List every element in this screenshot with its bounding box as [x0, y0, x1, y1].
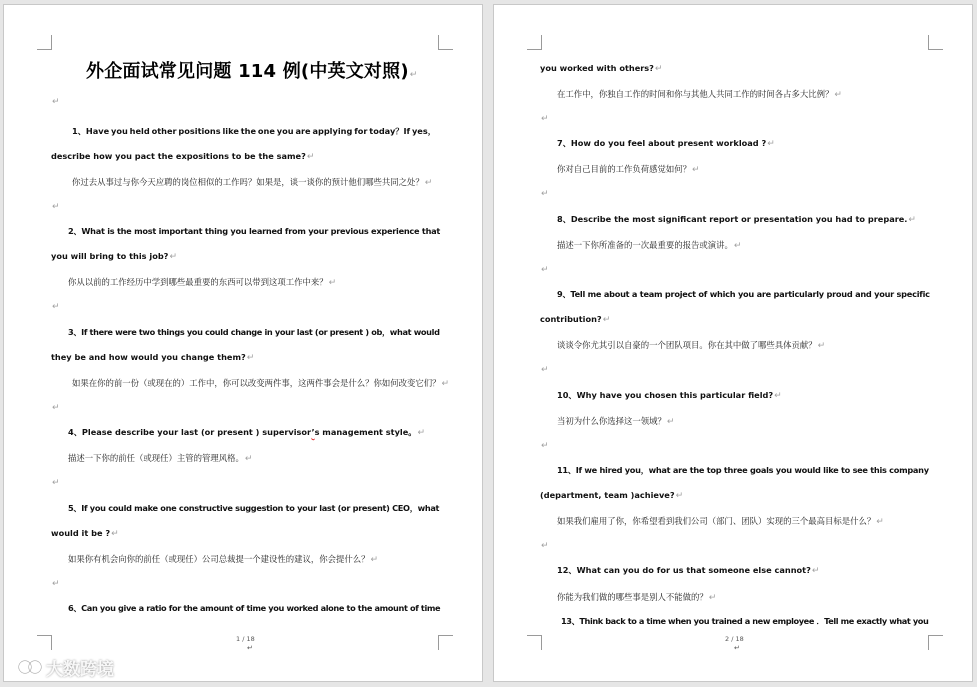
- question-6-line-2: you worked with others?↵: [540, 63, 663, 74]
- crop-mark-bottom-right: [438, 635, 453, 650]
- question-10: 10、Why have you chosen this particular field?↵: [557, 390, 782, 401]
- question-12-translation: 你能为我们做的哪些事是别人不能做的？↵: [557, 592, 717, 603]
- word: today？If: [369, 126, 411, 136]
- crop-mark-top-right: [928, 35, 943, 50]
- word: one: [257, 126, 275, 136]
- question-4-translation: 描述一下你的前任（或现任）主管的管理风格。↵: [68, 453, 253, 464]
- word: you: [276, 126, 294, 136]
- document-title: 外企面试常见问题 114 例(中英文对照)↵: [86, 61, 418, 82]
- question-7-translation: 你对自己目前的工作负荷感觉如何？↵: [557, 164, 700, 175]
- crop-mark-top-left: [37, 35, 52, 50]
- document-page-1: [4, 5, 482, 681]
- question-8: 8、Describe the most significant report or presentation you had to prepare.↵: [557, 214, 916, 225]
- word: for: [354, 126, 368, 136]
- question-5-line-1: 5、If you could make one constructive suggestion to your last (or present) CEO，what: [68, 503, 440, 513]
- empty-paragraph: ↵: [52, 403, 60, 413]
- word: are: [295, 126, 311, 136]
- word: you: [111, 126, 128, 136]
- question-10-translation: 当初为什么你选择这一领域？↵: [557, 416, 675, 427]
- footer-paragraph-mark: ↵: [247, 644, 253, 652]
- question-3-line-2: they be and how would you change them?↵: [51, 352, 255, 363]
- empty-paragraph: ↵: [541, 441, 549, 451]
- question-3-line-1: 3、If there were two things you could change in your last (or present ) ob，what would: [68, 327, 440, 337]
- word: held: [129, 126, 150, 136]
- question-2-translation: 你从以前的工作经历中学到哪些最重要的东西可以带到这项工作中来？↵: [68, 277, 337, 288]
- question-1-translation: 你过去从事过与你今天应聘的岗位相似的工作吗？如果是，谈一谈你的预计他们哪些共同之处？↵: [72, 177, 433, 188]
- page-number-footer: 2 / 18: [725, 635, 744, 643]
- question-2-line-1: 2、What is the most important thing you learned from your previous experience that: [68, 226, 441, 236]
- empty-paragraph: ↵: [541, 265, 549, 275]
- empty-paragraph: ↵: [52, 478, 60, 488]
- question-11-line-2: (department, team )achieve?↵: [540, 490, 684, 501]
- word: other: [151, 126, 177, 136]
- question-11-line-1: 11、If we hired you，what are the top three goals you would like to see this company: [557, 465, 929, 475]
- question-4: 4、Please describe your last (or present ) supervisor’s management style。↵: [68, 427, 426, 438]
- question-12: 12、What can you do for us that someone else cannot?↵: [557, 565, 820, 576]
- empty-paragraph: ↵: [541, 365, 549, 375]
- word: yes，: [411, 126, 436, 136]
- question-3-translation: 如果在你的前一份（或现在的）工作中，你可以改变两件事，这两件事会是什么？你如何改变它们？↵: [72, 378, 450, 389]
- empty-paragraph: ↵: [52, 302, 60, 312]
- footer-paragraph-mark: ↵: [734, 644, 740, 652]
- word: 1、Have: [72, 126, 110, 136]
- word: applying: [312, 126, 353, 136]
- empty-paragraph: ↵: [541, 114, 549, 124]
- question-6-translation: 在工作中，你独自工作的时间和你与其他人共同工作的时间各占多大比例？↵: [557, 89, 842, 100]
- page-number-footer: 1 / 18: [236, 635, 255, 643]
- question-9-translation: 谈谈令你尤其引以自豪的一个团队项目。你在其中做了哪些具体贡献？↵: [557, 340, 826, 351]
- question-9-line-2: contribution?↵: [540, 314, 611, 325]
- question-1-line-2: describe how you pact the expositions to be the same?↵: [51, 151, 315, 162]
- question-13-line-1: 13、Think back to a time when you trained a new employee ．Tell me exactly what you: [561, 616, 929, 626]
- empty-paragraph: ↵: [541, 189, 549, 199]
- watermark-logo-icon: [8, 657, 42, 679]
- empty-paragraph: ↵: [52, 97, 60, 107]
- question-1-line-1: [72, 126, 436, 137]
- document-page-2: [494, 5, 972, 681]
- question-7: 7、How do you feel about present workload ?↵: [557, 138, 775, 149]
- word: the: [240, 126, 257, 136]
- question-5-translation: 如果你有机会向你的前任（或现任）公司总裁提一个建设性的建议，你会提什么？↵: [68, 554, 379, 565]
- empty-paragraph: ↵: [52, 579, 60, 589]
- question-9-line-1: 9、Tell me about a team project of which you are particularly proud and your specific: [557, 289, 930, 299]
- crop-mark-bottom-left: [527, 635, 542, 650]
- crop-mark-bottom-left: [37, 635, 52, 650]
- spelling-error-mark: ’: [311, 427, 315, 437]
- crop-mark-bottom-right: [928, 635, 943, 650]
- question-6-line-1: 6、Can you give a ratio for the amount of time you worked alone to the amount of time: [68, 603, 441, 613]
- question-5-line-2: would it be ?↵: [51, 528, 119, 539]
- word: positions: [178, 126, 221, 136]
- word: like: [222, 126, 239, 136]
- question-2-line-2: you will bring to this job?↵: [51, 251, 177, 262]
- watermark: [8, 655, 114, 680]
- crop-mark-top-left: [527, 35, 542, 50]
- question-11-translation: 如果我们雇用了你，你希望看到我们公司（部门、团队）实现的三个最高目标是什么？↵: [557, 516, 884, 527]
- empty-paragraph: ↵: [541, 541, 549, 551]
- empty-paragraph: ↵: [52, 202, 60, 212]
- question-8-translation: 描述一下你所准备的一次最重要的报告或演讲。↵: [557, 240, 742, 251]
- crop-mark-top-right: [438, 35, 453, 50]
- watermark-text: 大数跨境: [46, 660, 114, 680]
